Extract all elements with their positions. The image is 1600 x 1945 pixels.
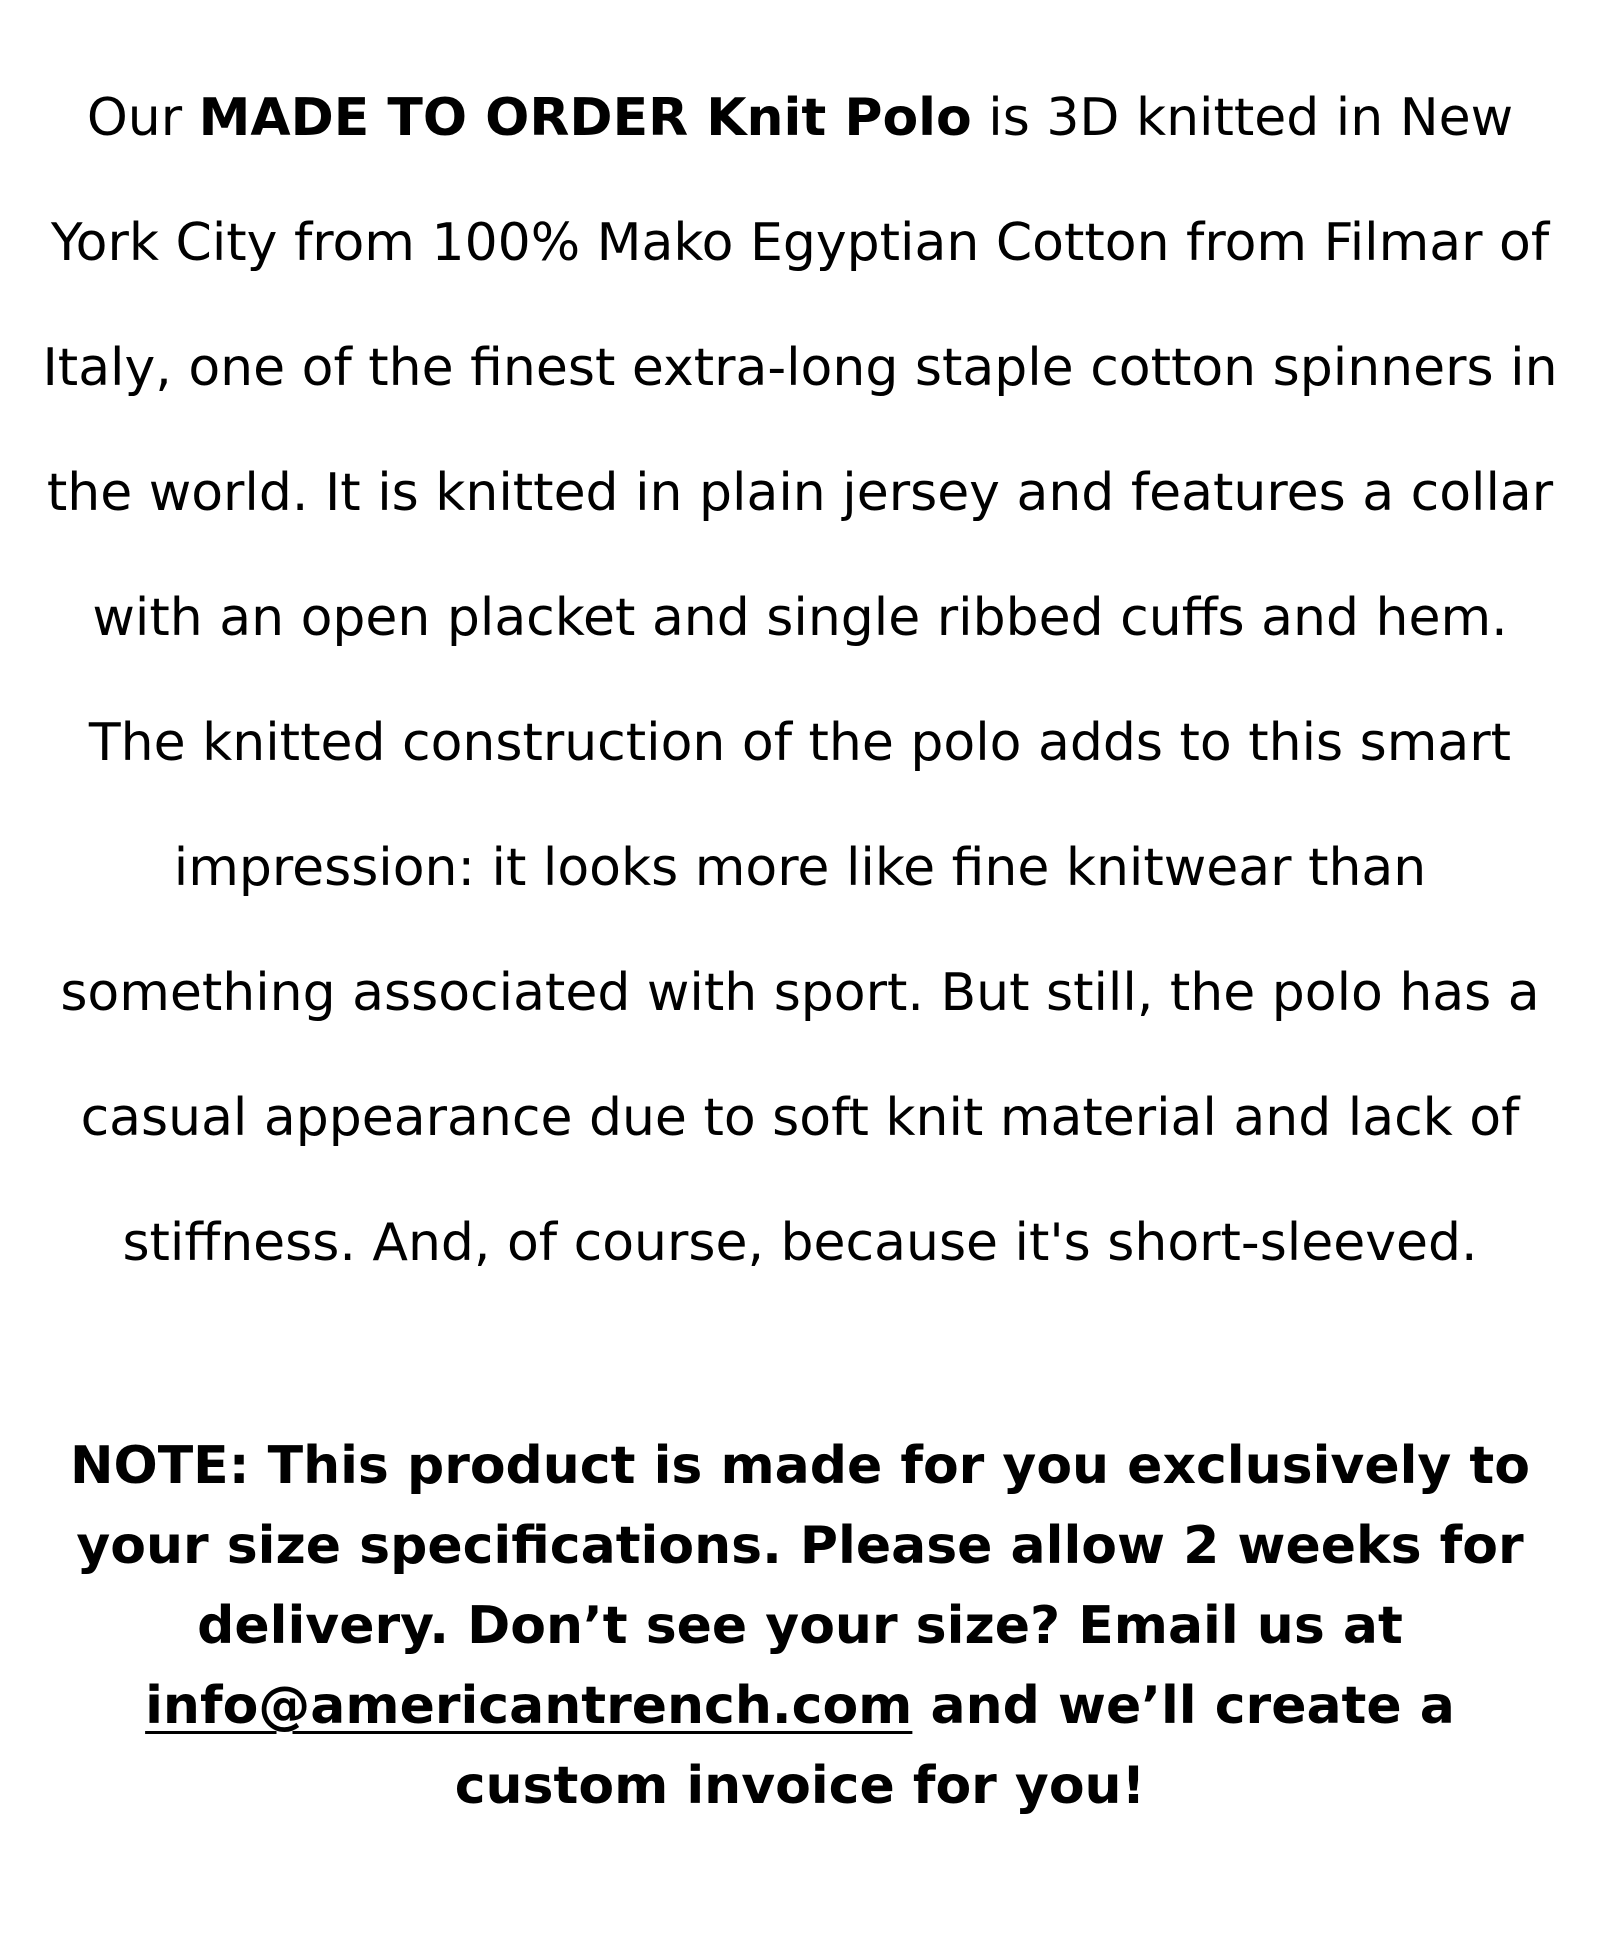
description-lead: Our [86,88,199,148]
email-link[interactable]: info@americantrench.com [145,1676,913,1736]
description-body: is 3D knitted in New York City from 100% Mako Egyptian Cotton from Filmar of Italy, one of the finest extra-long staple cotton spinners in the world. It is knitted in plain jersey and features a collar with an open placket and single ribbed cuffs and hem. The knitted construction of the polo adds to this smart impression: it looks more like fine knitwear than something associated with sport. But still, the polo has a casual appearance due to soft knit material and lack of stiffness. And, of course, because it's short-sleeved. [42,88,1558,1273]
note-text: NOTE: This product is made for you exclusively to your size specifications. Please allow 2 weeks for delivery. Don’t see your size? Email us at [69,1436,1530,1656]
note-text-end: and we’ll create a custom invoice for you! [454,1676,1455,1816]
order-note [40,1426,1560,1826]
product-name: MADE TO ORDER Knit Polo [198,88,972,148]
product-description [40,0,1560,1306]
